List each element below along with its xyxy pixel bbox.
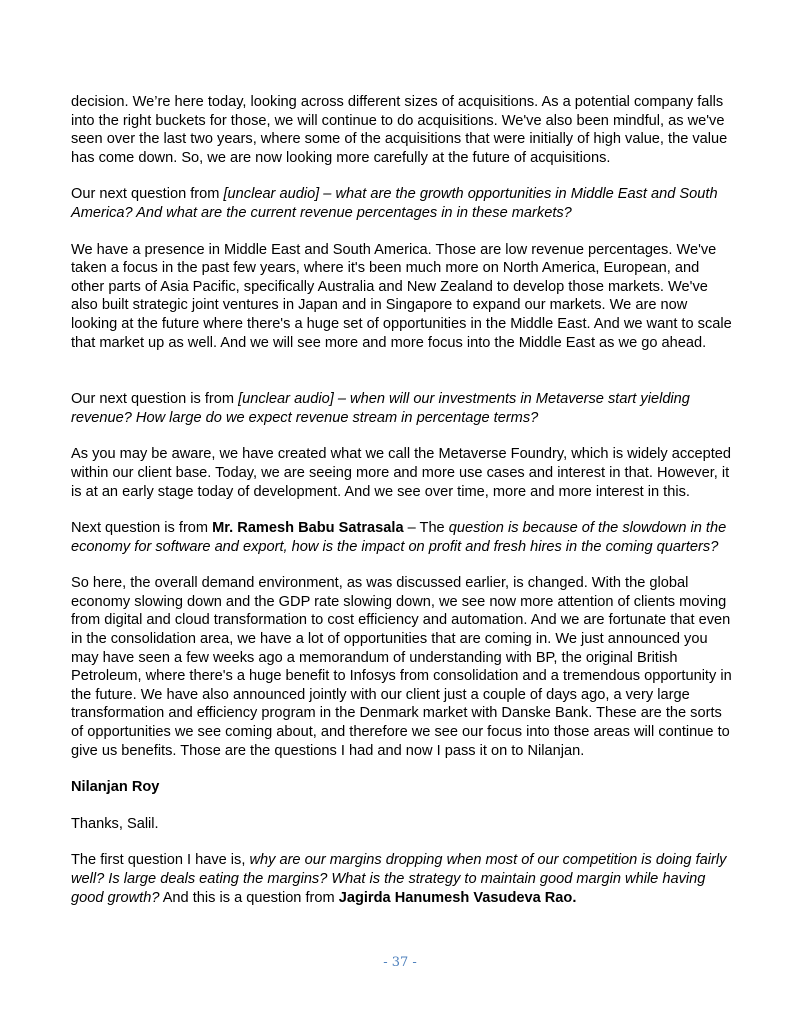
- page-number: - 37 -: [383, 955, 417, 970]
- question-middle-east: [71, 185, 736, 222]
- question-text: [unclear audio] – what are the growth opportunities in Middle East and South America? And what are the current revenue percentages in in these markets?: [71, 186, 718, 221]
- question-text: question is because of the slowdown in the economy for software and export, how is the impact on profit and fresh hires in the coming quarters?: [71, 520, 727, 555]
- answer-slowdown: So here, the overall demand environment, as was discussed earlier, is changed. With the global economy slowing down and the GDP rate slowing down, we see now more attention of clients moving from digital and cloud transformation to cost efficiency and automation. And we are fortunate that even in the consolidation area, we have a lot of opportunities that are coming in. We just announced you may have seen a few weeks ago a memorandum of understanding with BP, the original British Petroleum, where there's a huge benefit to Infosys from consolidation and a tremendous opportunity in the future. We have also announced jointly with our client just a couple of days ago, a very large transformation and efficiency program in the Denmark market with Danske Bank. These are the sorts of opportunities we see coming about, and therefore we see our focus into those areas will continue to give us benefits. Those are the questions I had and now I pass it on to Nilanjan.: [71, 575, 732, 759]
- speaker-name: Nilanjan Roy: [71, 779, 160, 796]
- questioner-name: Mr. Ramesh Babu Satrasala: [212, 520, 404, 537]
- document-body: [71, 93, 736, 907]
- question-text: [unclear audio] – when will our investments in Metaverse start yielding revenue? How large do we expect revenue stream in percentage terms?: [71, 391, 690, 426]
- question-prefix: Next question is from: [71, 520, 213, 537]
- answer-metaverse: As you may be aware, we have created what we call the Metaverse Foundry, which is widely accepted within our client base. Today, we are seeing more and more use cases and interest in that. However, it is at an early stage today of development. And we see over time, more and more interest in this.: [71, 446, 732, 500]
- question-prefix: The first question I have is,: [71, 852, 250, 869]
- question-connector: – The: [403, 520, 449, 537]
- question-text: why are our margins dropping when most of our competition is doing fairly well? Is large deals eating the margins? What is the strategy to maintain good margin while having good growth?: [71, 852, 727, 906]
- question-metaverse: [71, 390, 736, 427]
- question-margins: [71, 851, 736, 907]
- paragraph-acquisitions: decision. We’re here today, looking across different sizes of acquisitions. As a potential company falls into the right buckets for those, we will continue to do acquisitions. We've also been mindful, as we've seen over the last two years, where some of the acquisitions that were initially of high value, the value has come down. So, we are now looking more carefully at the future of acquisitions.: [71, 94, 728, 166]
- question-prefix: Our next question from: [71, 186, 224, 203]
- question-connector: And this is a question from: [159, 889, 339, 906]
- question-prefix: Our next question is from: [71, 391, 239, 408]
- answer-middle-east: We have a presence in Middle East and South America. Those are low revenue percentages. We've taken a focus in the past few years, where it's been much more on North America, European, and other parts of Asia Pacific, specifically Australia and New Zealand to develop those markets. We've also built strategic joint ventures in Japan and in Singapore to expand our markets. We are now looking at the future where there's a huge set of opportunities in the Middle East. And we want to scale that market up as well. And we will see more and more focus into the Middle East as we go ahead.: [71, 241, 732, 351]
- question-slowdown: [71, 519, 736, 556]
- questioner-name: Jagirda Hanumesh Vasudeva Rao.: [338, 889, 577, 906]
- speaker-greeting: Thanks, Salil.: [71, 815, 159, 832]
